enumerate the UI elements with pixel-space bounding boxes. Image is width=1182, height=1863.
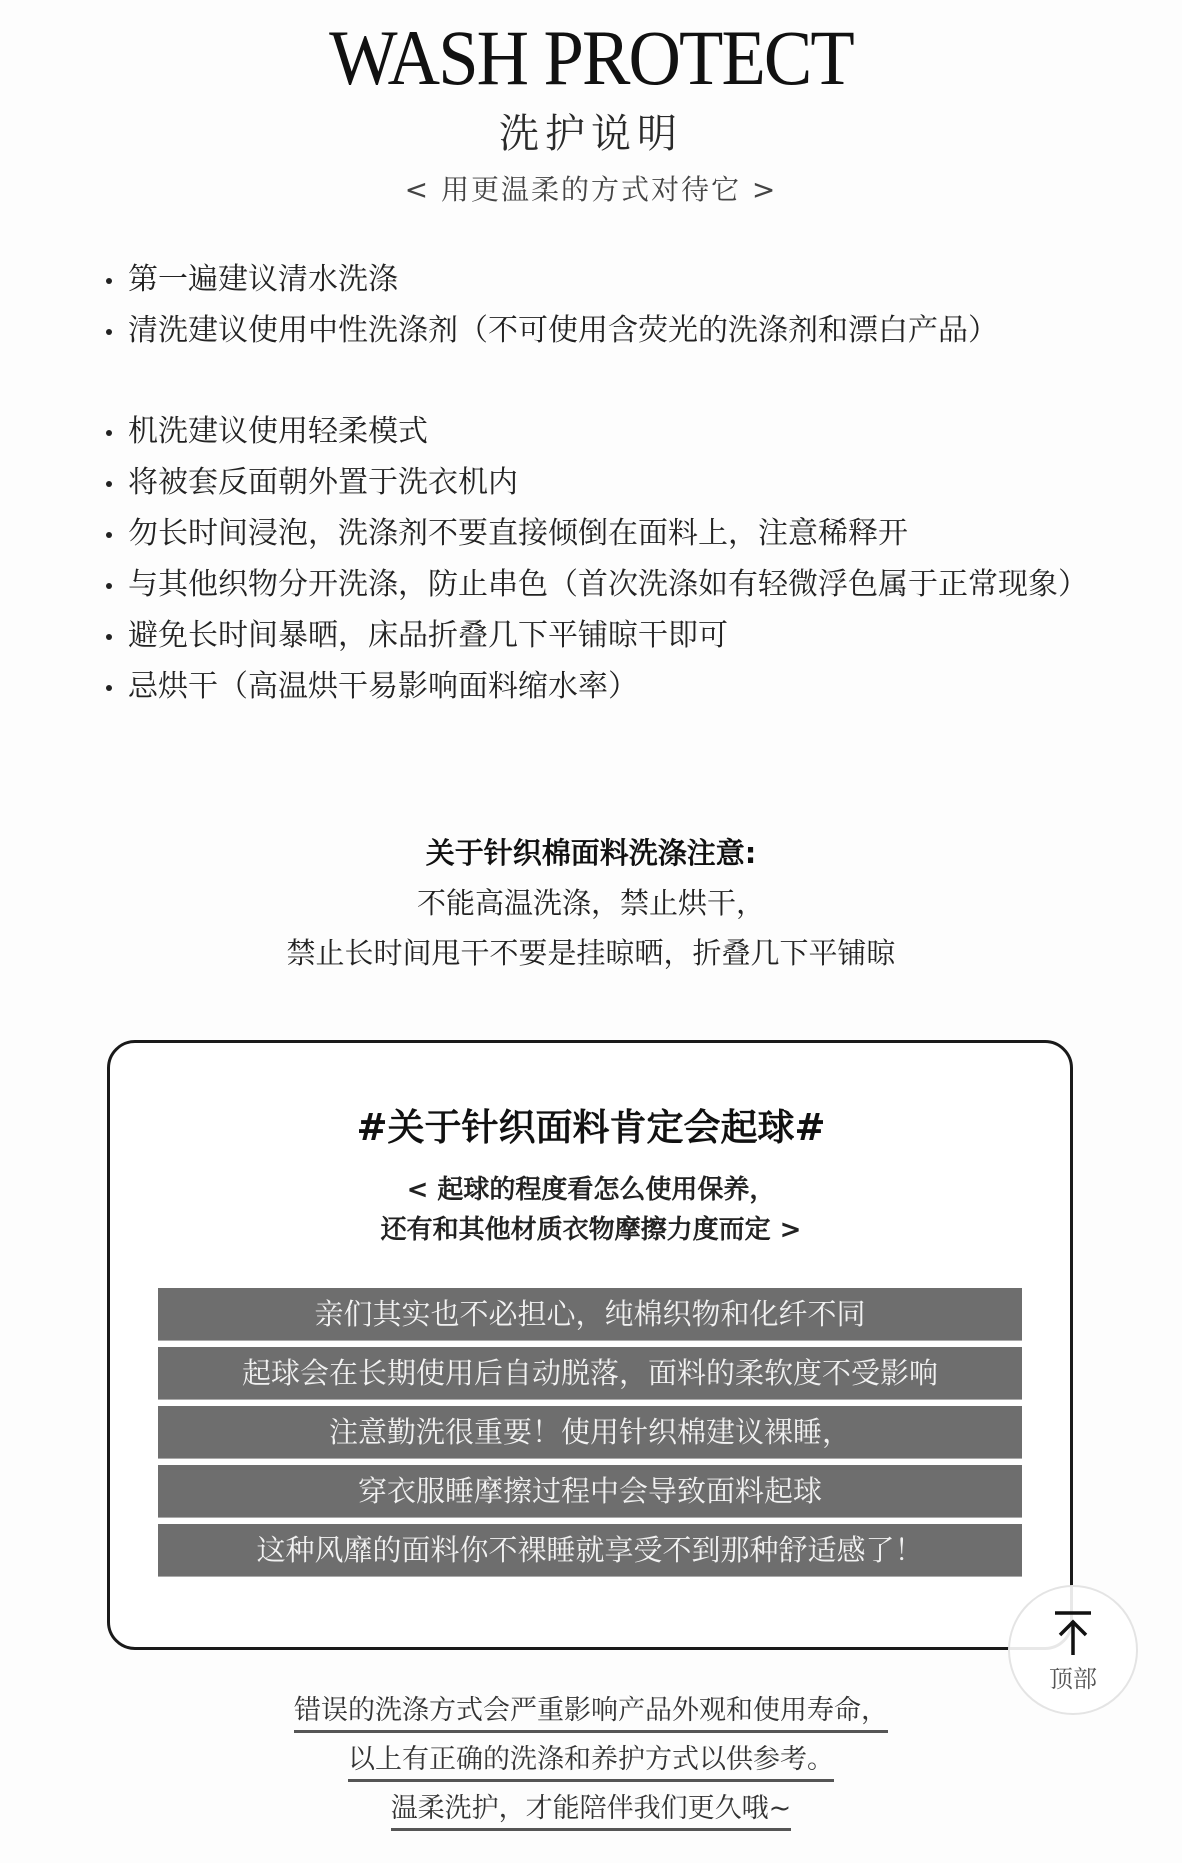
brand-title: WASH PROTECT xyxy=(329,14,853,101)
back-to-top-label: 顶部 xyxy=(1049,1665,1097,1693)
list-item: 与其他织物分开洗涤，防止串色（首次洗涤如有轻微浮色属于正常现象） xyxy=(104,559,1108,610)
list-item: 避免长时间暴晒，床品折叠几下平铺晾干即可 xyxy=(104,610,1104,661)
info-bar: 穿衣服睡摩擦过程中会导致面料起球 xyxy=(158,1465,1022,1517)
list-item: 清洗建议使用中性洗涤剂（不可使用含荧光的洗涤剂和漂白产品） xyxy=(104,305,1104,356)
list-item: 将被套反面朝外置于洗衣机内 xyxy=(104,457,1104,508)
knit-wash-note xyxy=(0,828,1182,978)
pilling-subtitle-line: < 起球的程度看怎么使用保养， xyxy=(406,1175,776,1205)
footer-line: 温柔洗护，才能陪伴我们更久哦~ xyxy=(391,1790,792,1831)
pilling-subtitle-line: 还有和其他材质衣物摩擦力度而定 > xyxy=(380,1215,802,1245)
footer-note xyxy=(0,1692,1182,1839)
page-subtitle: < 用更温柔的方式对待它 > xyxy=(404,173,778,206)
info-bar: 这种风靡的面料你不裸睡就享受不到那种舒适感了！ xyxy=(158,1524,1022,1576)
list-item: 机洗建议使用轻柔模式 xyxy=(104,406,1104,457)
list-item: 第一遍建议清水洗涤 xyxy=(104,254,1104,305)
pilling-box-title: #关于针织面料肯定会起球# xyxy=(356,1106,826,1149)
pilling-box-subtitle xyxy=(0,1170,1182,1250)
knit-note-line: 不能高温洗涤，禁止烘干， xyxy=(416,886,765,920)
list-item: 忌烘干（高温烘干易影响面料缩水率） xyxy=(104,661,1104,712)
page-title: 洗护说明 xyxy=(499,111,683,157)
footer-line: 以上有正确的洗涤和养护方式以供参考。 xyxy=(348,1741,834,1782)
footer-line: 错误的洗涤方式会严重影响产品外观和使用寿命， xyxy=(294,1692,888,1733)
info-bar: 注意勤洗很重要！使用针织棉建议裸睡， xyxy=(158,1406,1022,1458)
care-list-general xyxy=(104,254,1104,356)
arrow-up-to-bar-icon xyxy=(1051,1609,1095,1657)
care-list-machine xyxy=(104,406,1104,712)
knit-note-line: 禁止长时间甩干不要是挂晾晒，折叠几下平铺晾 xyxy=(286,936,896,970)
info-bar: 起球会在长期使用后自动脱落，面料的柔软度不受影响 xyxy=(158,1347,1022,1399)
info-bar: 亲们其实也不必担心，纯棉织物和化纤不同 xyxy=(158,1288,1022,1340)
knit-note-heading: 关于针织棉面料洗涤注意: xyxy=(425,836,757,870)
pilling-bars xyxy=(158,1288,1022,1583)
list-item: 勿长时间浸泡，洗涤剂不要直接倾倒在面料上，注意稀释开 xyxy=(104,508,1104,559)
